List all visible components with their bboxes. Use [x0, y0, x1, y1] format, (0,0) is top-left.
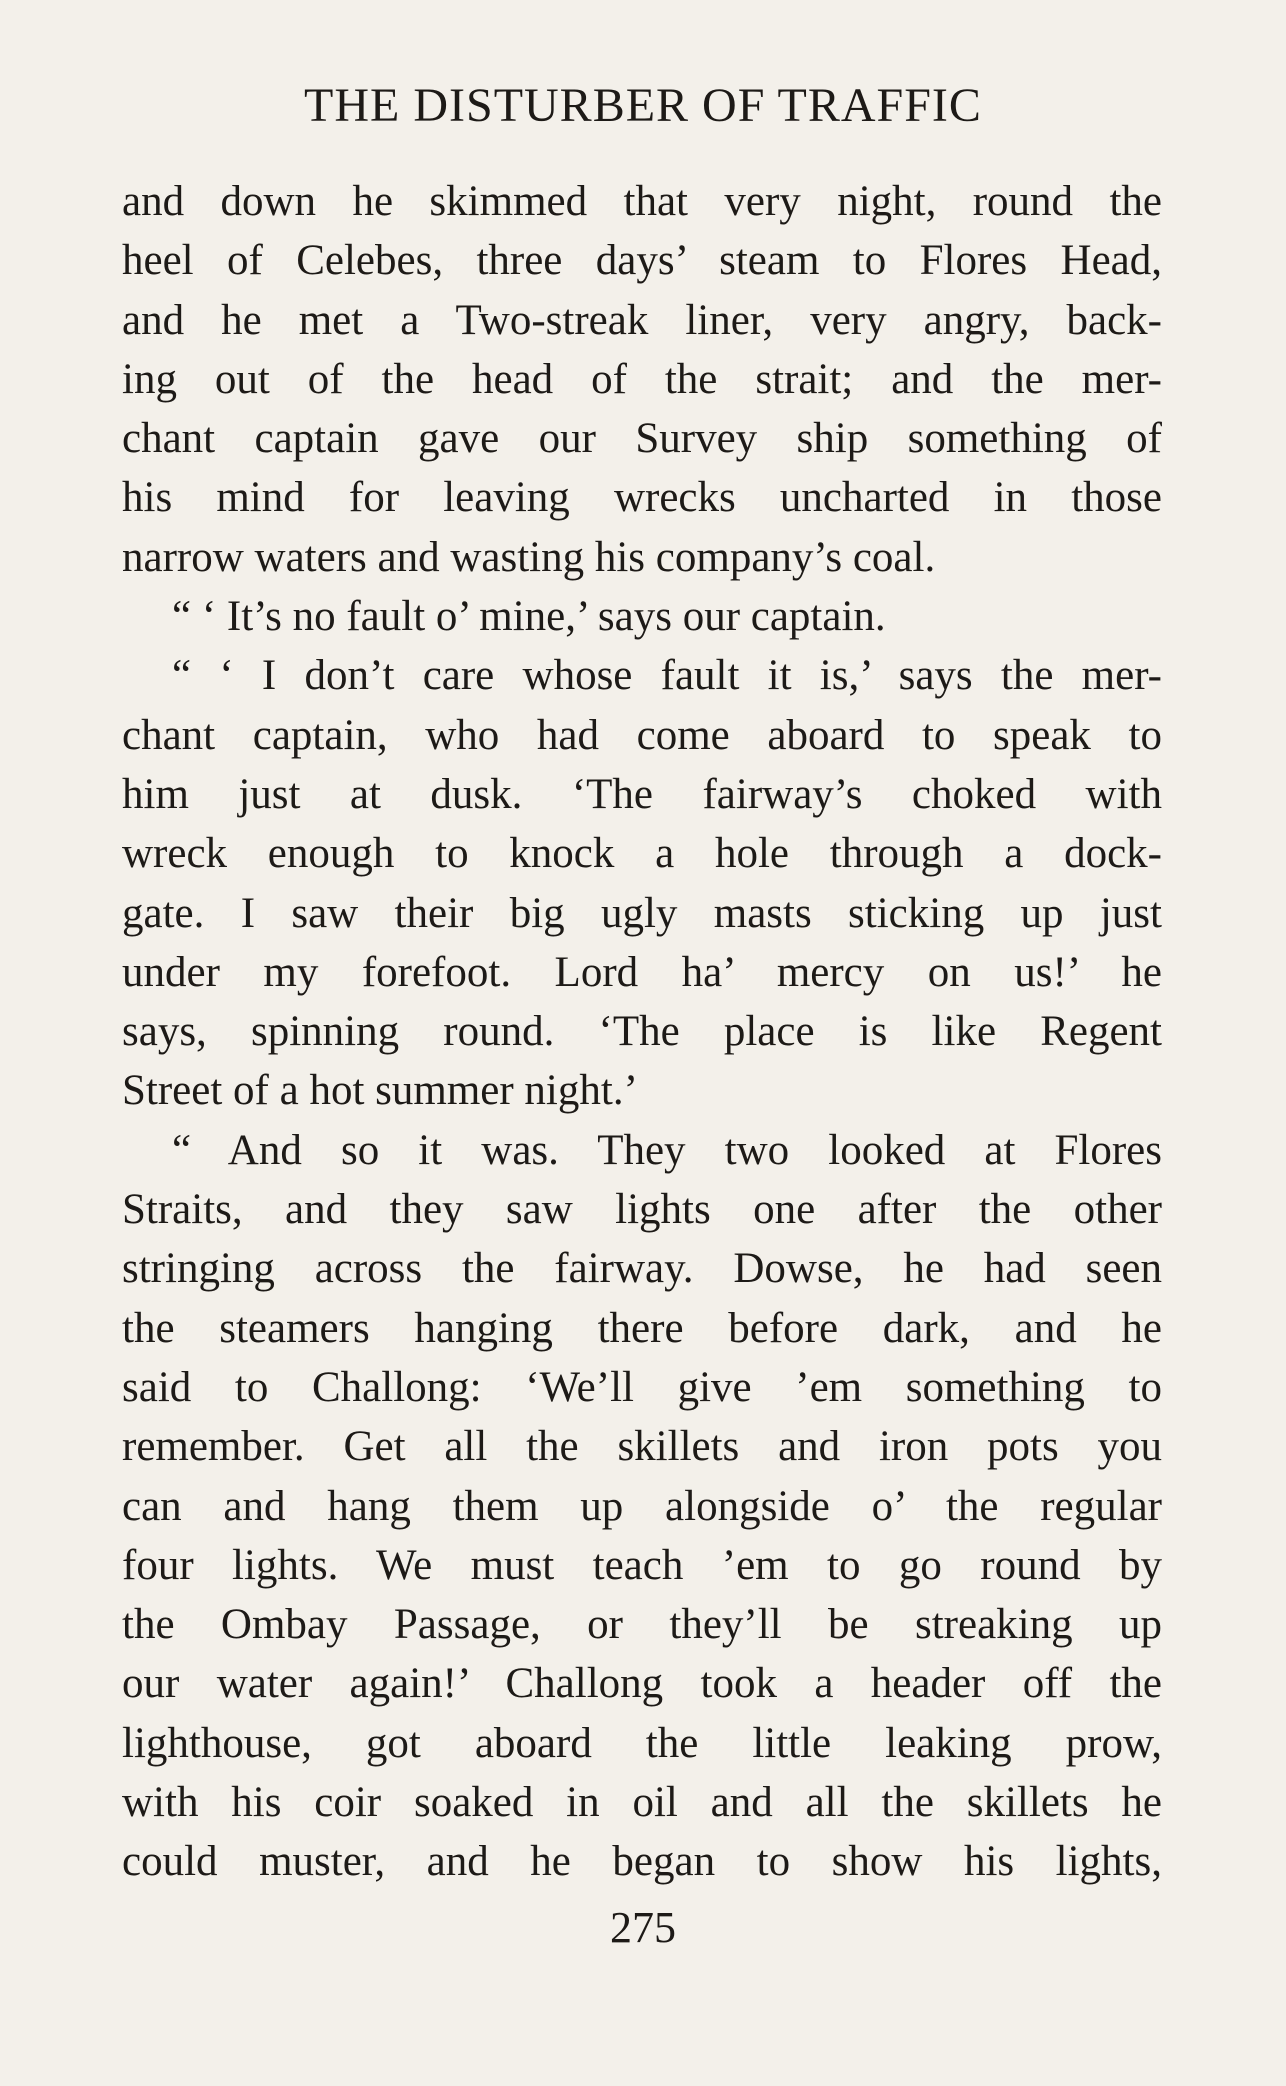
text-line: under my forefoot. Lord ha’ mercy on us!’ he	[122, 948, 1162, 996]
text-line: ing out of the head of the strait; and the mer-	[122, 355, 1162, 403]
text-line: the Ombay Passage, or they’ll be streaking up	[122, 1601, 1162, 1649]
text-line: with his coir soaked in oil and all the skillets he	[122, 1779, 1162, 1827]
text-line: “ ‘ It’s no fault o’ mine,’ says our captain.	[172, 593, 886, 641]
text-line: and down he skimmed that very night, round the	[122, 178, 1162, 225]
text-line: said to Challong: ‘We’ll give ’em something to	[122, 1363, 1162, 1411]
text-line: him just at dusk. ‘The fairway’s choked with	[122, 770, 1162, 818]
text-line: chant captain gave our Survey ship something of	[122, 415, 1162, 463]
text-line: “ ‘ I don’t care whose fault it is,’ says the mer-	[172, 652, 1162, 700]
text-line: remember. Get all the skillets and iron pots you	[122, 1423, 1162, 1471]
text-line: wreck enough to knock a hole through a dock-	[122, 830, 1162, 878]
text-line: can and hang them up alongside o’ the regular	[122, 1482, 1162, 1530]
body-text	[122, 172, 1162, 1892]
text-line: the steamers hanging there before dark, and he	[122, 1304, 1162, 1352]
running-head: THE DISTURBER OF TRAFFIC	[304, 79, 982, 132]
text-line: lighthouse, got aboard the little leaking prow,	[122, 1719, 1162, 1767]
page-number: 275	[610, 1903, 676, 1952]
text-line: chant captain, who had come aboard to speak to	[122, 711, 1162, 759]
text-line: and he met a Two-streak liner, very angry, back-	[122, 296, 1162, 344]
text-line: gate. I saw their big ugly masts sticking up just	[122, 889, 1162, 937]
text-line: his mind for leaving wrecks uncharted in those	[122, 474, 1162, 522]
text-line: “ And so it was. They two looked at Flores	[172, 1126, 1162, 1174]
text-line: four lights. We must teach ’em to go round by	[122, 1541, 1162, 1589]
text-line: heel of Celebes, three days’ steam to Flores Head,	[122, 237, 1162, 285]
text-line: narrow waters and wasting his company’s coal.	[122, 533, 936, 581]
text-line: Straits, and they saw lights one after the other	[122, 1186, 1162, 1234]
text-line: Street of a hot summer night.’	[122, 1067, 638, 1115]
text-line: says, spinning round. ‘The place is like Regent	[122, 1008, 1162, 1056]
text-line: stringing across the fairway. Dowse, he had seen	[122, 1245, 1162, 1293]
text-line: our water again!’ Challong took a header off the	[122, 1660, 1162, 1708]
text-line: could muster, and he began to show his lights,	[122, 1838, 1162, 1886]
